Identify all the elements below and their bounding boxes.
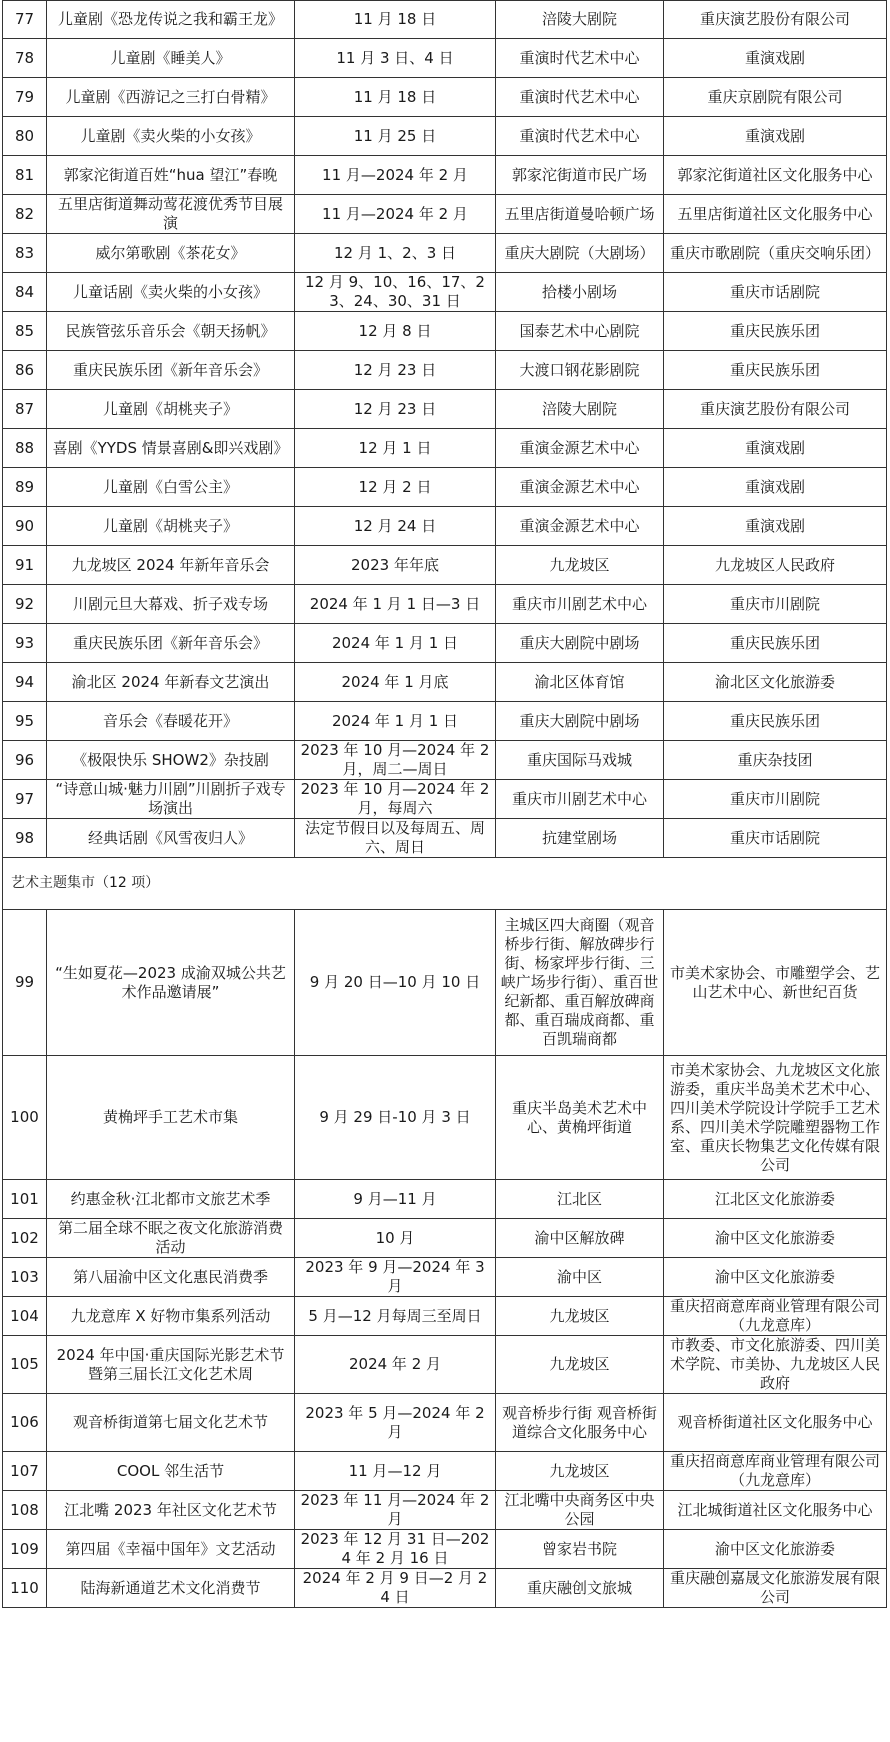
event-venue: 五里店街道曼哈顿广场	[496, 195, 664, 234]
event-organizer: 重庆市话剧院	[664, 273, 887, 312]
event-venue: 重庆市川剧艺术中心	[496, 780, 664, 819]
event-date: 2024 年 1 月 1 日—3 日	[295, 585, 496, 624]
event-venue: 九龙坡区	[496, 1297, 664, 1336]
event-date: 2023 年 10 月—2024 年 2 月，周二—周日	[295, 741, 496, 780]
event-date: 12 月 23 日	[295, 390, 496, 429]
event-organizer: 渝北区文化旅游委	[664, 663, 887, 702]
event-name: 第二届全球不眠之夜文化旅游消费活动	[47, 1219, 295, 1258]
table-row	[3, 1452, 887, 1491]
event-organizer: 市美术家协会、九龙坡区文化旅游委，重庆半岛美术艺术中心、四川美术学院设计学院手工艺术系、四川美术学院雕塑器物工作室、重庆长物集艺文化传媒有限公司	[664, 1056, 887, 1180]
event-name: 江北嘴 2023 年社区文化艺术节	[47, 1491, 295, 1530]
table-row	[3, 663, 887, 702]
event-date: 12 月 23 日	[295, 351, 496, 390]
event-date: 2023 年 10 月—2024 年 2 月，每周六	[295, 780, 496, 819]
event-organizer: 重庆民族乐团	[664, 312, 887, 351]
row-number: 105	[3, 1336, 47, 1394]
event-name: 五里店街道舞动莺花渡优秀节目展演	[47, 195, 295, 234]
row-number: 77	[3, 1, 47, 39]
event-name: 经典话剧《风雪夜归人》	[47, 819, 295, 858]
event-name: 儿童剧《白雪公主》	[47, 468, 295, 507]
event-name: 观音桥街道第七届文化艺术节	[47, 1394, 295, 1452]
event-venue: 江北区	[496, 1180, 664, 1219]
event-organizer: 重庆招商意库商业管理有限公司（九龙意库）	[664, 1452, 887, 1491]
event-venue: 渝中区	[496, 1258, 664, 1297]
section-label: 艺术主题集市（12 项）	[3, 858, 887, 910]
row-number: 78	[3, 39, 47, 78]
table-row	[3, 1056, 887, 1180]
event-organizer: 市美术家协会、市雕塑学会、艺山艺术中心、新世纪百货	[664, 910, 887, 1056]
event-date: 2024 年 1 月底	[295, 663, 496, 702]
table-row	[3, 468, 887, 507]
event-name: 九龙意库 X 好物市集系列活动	[47, 1297, 295, 1336]
table-row	[3, 1180, 887, 1219]
table-row	[3, 1219, 887, 1258]
table-row	[3, 910, 887, 1056]
table-row	[3, 1297, 887, 1336]
event-organizer: 重庆市话剧院	[664, 819, 887, 858]
event-venue: 九龙坡区	[496, 1452, 664, 1491]
event-venue: 重演金源艺术中心	[496, 429, 664, 468]
event-organizer: 重庆民族乐团	[664, 624, 887, 663]
table-row	[3, 156, 887, 195]
row-number: 96	[3, 741, 47, 780]
event-name: 《极限快乐 SHOW2》杂技剧	[47, 741, 295, 780]
row-number: 86	[3, 351, 47, 390]
event-organizer: 江北区文化旅游委	[664, 1180, 887, 1219]
row-number: 108	[3, 1491, 47, 1530]
table-row	[3, 1394, 887, 1452]
table-row	[3, 273, 887, 312]
event-organizer: 重庆演艺股份有限公司	[664, 390, 887, 429]
row-number: 100	[3, 1056, 47, 1180]
row-number: 87	[3, 390, 47, 429]
row-number: 88	[3, 429, 47, 468]
table-row	[3, 624, 887, 663]
event-name: 儿童话剧《卖火柴的小女孩》	[47, 273, 295, 312]
event-date: 12 月 9、10、16、17、23、24、30、31 日	[295, 273, 496, 312]
event-organizer: 重庆民族乐团	[664, 351, 887, 390]
event-name: 川剧元旦大幕戏、折子戏专场	[47, 585, 295, 624]
event-venue: 大渡口钢花影剧院	[496, 351, 664, 390]
event-venue: 重庆国际马戏城	[496, 741, 664, 780]
event-date: 2023 年 5 月—2024 年 2 月	[295, 1394, 496, 1452]
row-number: 107	[3, 1452, 47, 1491]
event-date: 11 月 25 日	[295, 117, 496, 156]
event-name: 约惠金秋·江北都市文旅艺术季	[47, 1180, 295, 1219]
event-organizer: 重庆杂技团	[664, 741, 887, 780]
table-row	[3, 546, 887, 585]
row-number: 84	[3, 273, 47, 312]
table-body-markets	[3, 910, 887, 1608]
event-venue: 重演时代艺术中心	[496, 78, 664, 117]
event-name: 儿童剧《西游记之三打白骨精》	[47, 78, 295, 117]
event-name: 音乐会《春暖花开》	[47, 702, 295, 741]
event-name: 威尔第歌剧《茶花女》	[47, 234, 295, 273]
event-date: 2023 年 9 月—2024 年 3 月	[295, 1258, 496, 1297]
event-date: 2023 年 12 月 31 日—2024 年 2 月 16 日	[295, 1530, 496, 1569]
row-number: 106	[3, 1394, 47, 1452]
event-venue: 重庆融创文旅城	[496, 1569, 664, 1608]
row-number: 91	[3, 546, 47, 585]
event-venue: 重庆大剧院（大剧场）	[496, 234, 664, 273]
event-organizer: 市教委、市文化旅游委、四川美术学院、市美协、九龙坡区人民政府	[664, 1336, 887, 1394]
row-number: 95	[3, 702, 47, 741]
table-row	[3, 429, 887, 468]
event-venue: 涪陵大剧院	[496, 390, 664, 429]
event-organizer: 重庆市川剧院	[664, 780, 887, 819]
table-row	[3, 1491, 887, 1530]
table-row	[3, 1569, 887, 1608]
table-row	[3, 117, 887, 156]
event-organizer: 重庆市歌剧院（重庆交响乐团）	[664, 234, 887, 273]
row-number: 110	[3, 1569, 47, 1608]
event-venue: 重庆大剧院中剧场	[496, 624, 664, 663]
event-date: 2024 年 1 月 1 日	[295, 624, 496, 663]
event-venue: 九龙坡区	[496, 1336, 664, 1394]
event-venue: 曾家岩书院	[496, 1530, 664, 1569]
row-number: 101	[3, 1180, 47, 1219]
event-name: 儿童剧《胡桃夹子》	[47, 390, 295, 429]
event-organizer: 观音桥街道社区文化服务中心	[664, 1394, 887, 1452]
event-venue: 观音桥步行街 观音桥街道综合文化服务中心	[496, 1394, 664, 1452]
table-row	[3, 702, 887, 741]
event-venue: 主城区四大商圈（观音桥步行街、解放碑步行街、杨家坪步行街、三峡广场步行街）、重百世纪新都、重百解放碑商都、重百瑞成商都、重百凯瑞商都	[496, 910, 664, 1056]
event-organizer: 五里店街道社区文化服务中心	[664, 195, 887, 234]
table-row	[3, 234, 887, 273]
event-organizer: 重庆融创嘉晟文化旅游发展有限公司	[664, 1569, 887, 1608]
event-organizer: 渝中区文化旅游委	[664, 1530, 887, 1569]
event-venue: 抗建堂剧场	[496, 819, 664, 858]
event-date: 2024 年 1 月 1 日	[295, 702, 496, 741]
event-date: 9 月 20 日—10 月 10 日	[295, 910, 496, 1056]
event-organizer: 重演戏剧	[664, 429, 887, 468]
event-venue: 国泰艺术中心剧院	[496, 312, 664, 351]
event-date: 11 月 18 日	[295, 1, 496, 39]
event-date: 11 月 18 日	[295, 78, 496, 117]
event-name: 重庆民族乐团《新年音乐会》	[47, 624, 295, 663]
event-organizer: 重演戏剧	[664, 507, 887, 546]
event-organizer: 重庆招商意库商业管理有限公司（九龙意库）	[664, 1297, 887, 1336]
event-date: 11 月—2024 年 2 月	[295, 156, 496, 195]
event-name: 儿童剧《睡美人》	[47, 39, 295, 78]
row-number: 85	[3, 312, 47, 351]
event-venue: 郭家沱街道市民广场	[496, 156, 664, 195]
row-number: 79	[3, 78, 47, 117]
table-row	[3, 1258, 887, 1297]
event-date: 2023 年 11 月—2024 年 2 月	[295, 1491, 496, 1530]
row-number: 81	[3, 156, 47, 195]
event-organizer: 郭家沱街道社区文化服务中心	[664, 156, 887, 195]
row-number: 94	[3, 663, 47, 702]
event-name: 儿童剧《恐龙传说之我和霸王龙》	[47, 1, 295, 39]
table-row	[3, 351, 887, 390]
event-date: 法定节假日以及每周五、周六、周日	[295, 819, 496, 858]
event-date: 11 月—2024 年 2 月	[295, 195, 496, 234]
event-venue: 拾楼小剧场	[496, 273, 664, 312]
table-row	[3, 507, 887, 546]
event-venue: 江北嘴中央商务区中央公园	[496, 1491, 664, 1530]
row-number: 89	[3, 468, 47, 507]
event-date: 2023 年年底	[295, 546, 496, 585]
event-organizer: 重庆演艺股份有限公司	[664, 1, 887, 39]
event-name: COOL 邻生活节	[47, 1452, 295, 1491]
event-name: 第八届渝中区文化惠民消费季	[47, 1258, 295, 1297]
row-number: 90	[3, 507, 47, 546]
event-venue: 渝北区体育馆	[496, 663, 664, 702]
event-name: 陆海新通道艺术文化消费节	[47, 1569, 295, 1608]
event-name: 郭家沱街道百姓“hua 望江”春晚	[47, 156, 295, 195]
table-row	[3, 1530, 887, 1569]
event-date: 9 月—11 月	[295, 1180, 496, 1219]
event-name: “生如夏花—2023 成渝双城公共艺术作品邀请展”	[47, 910, 295, 1056]
event-organizer: 重演戏剧	[664, 39, 887, 78]
table-row	[3, 312, 887, 351]
event-table	[2, 0, 887, 1608]
event-date: 12 月 1 日	[295, 429, 496, 468]
row-number: 80	[3, 117, 47, 156]
event-venue: 重演时代艺术中心	[496, 39, 664, 78]
table-row	[3, 585, 887, 624]
table-row	[3, 741, 887, 780]
event-venue: 重演金源艺术中心	[496, 507, 664, 546]
event-name: 儿童剧《胡桃夹子》	[47, 507, 295, 546]
table-row	[3, 780, 887, 819]
event-venue: 涪陵大剧院	[496, 1, 664, 39]
event-date: 2024 年 2 月 9 日—2 月 24 日	[295, 1569, 496, 1608]
event-date: 5 月—12 月每周三至周日	[295, 1297, 496, 1336]
event-venue: 重演时代艺术中心	[496, 117, 664, 156]
event-date: 10 月	[295, 1219, 496, 1258]
event-date: 12 月 2 日	[295, 468, 496, 507]
event-date: 12 月 1、2、3 日	[295, 234, 496, 273]
event-name: 第四届《幸福中国年》文艺活动	[47, 1530, 295, 1569]
event-name: 喜剧《YYDS 情景喜剧&即兴戏剧》	[47, 429, 295, 468]
event-name: “诗意山城·魅力川剧”川剧折子戏专场演出	[47, 780, 295, 819]
event-organizer: 重庆民族乐团	[664, 702, 887, 741]
event-venue: 重庆半岛美术艺术中心、黄桷坪街道	[496, 1056, 664, 1180]
event-name: 九龙坡区 2024 年新年音乐会	[47, 546, 295, 585]
event-date: 11 月 3 日、4 日	[295, 39, 496, 78]
table-body-performances	[3, 1, 887, 858]
table-row	[3, 39, 887, 78]
row-number: 97	[3, 780, 47, 819]
table-section	[3, 858, 887, 910]
event-name: 重庆民族乐团《新年音乐会》	[47, 351, 295, 390]
row-number: 104	[3, 1297, 47, 1336]
event-date: 2024 年 2 月	[295, 1336, 496, 1394]
table-row	[3, 1336, 887, 1394]
event-name: 儿童剧《卖火柴的小女孩》	[47, 117, 295, 156]
row-number: 103	[3, 1258, 47, 1297]
event-organizer: 重演戏剧	[664, 117, 887, 156]
event-date: 12 月 8 日	[295, 312, 496, 351]
event-organizer: 九龙坡区人民政府	[664, 546, 887, 585]
table-row	[3, 390, 887, 429]
row-number: 109	[3, 1530, 47, 1569]
event-organizer: 重庆京剧院有限公司	[664, 78, 887, 117]
row-number: 98	[3, 819, 47, 858]
table-row	[3, 78, 887, 117]
event-name: 民族管弦乐音乐会《朝天扬帆》	[47, 312, 295, 351]
row-number: 99	[3, 910, 47, 1056]
row-number: 93	[3, 624, 47, 663]
event-venue: 重庆市川剧艺术中心	[496, 585, 664, 624]
event-venue: 九龙坡区	[496, 546, 664, 585]
row-number: 82	[3, 195, 47, 234]
section-row	[3, 858, 887, 910]
event-venue: 渝中区解放碑	[496, 1219, 664, 1258]
row-number: 92	[3, 585, 47, 624]
row-number: 83	[3, 234, 47, 273]
table-row	[3, 195, 887, 234]
row-number: 102	[3, 1219, 47, 1258]
event-organizer: 江北城街道社区文化服务中心	[664, 1491, 887, 1530]
event-name: 2024 年中国·重庆国际光影艺术节暨第三届长江文化艺术周	[47, 1336, 295, 1394]
table-row	[3, 819, 887, 858]
event-organizer: 渝中区文化旅游委	[664, 1219, 887, 1258]
event-organizer: 重庆市川剧院	[664, 585, 887, 624]
event-venue: 重庆大剧院中剧场	[496, 702, 664, 741]
event-name: 黄桷坪手工艺术市集	[47, 1056, 295, 1180]
event-organizer: 渝中区文化旅游委	[664, 1258, 887, 1297]
event-name: 渝北区 2024 年新春文艺演出	[47, 663, 295, 702]
event-date: 11 月—12 月	[295, 1452, 496, 1491]
event-date: 9 月 29 日-10 月 3 日	[295, 1056, 496, 1180]
event-date: 12 月 24 日	[295, 507, 496, 546]
event-venue: 重演金源艺术中心	[496, 468, 664, 507]
event-organizer: 重演戏剧	[664, 468, 887, 507]
table-row	[3, 1, 887, 39]
